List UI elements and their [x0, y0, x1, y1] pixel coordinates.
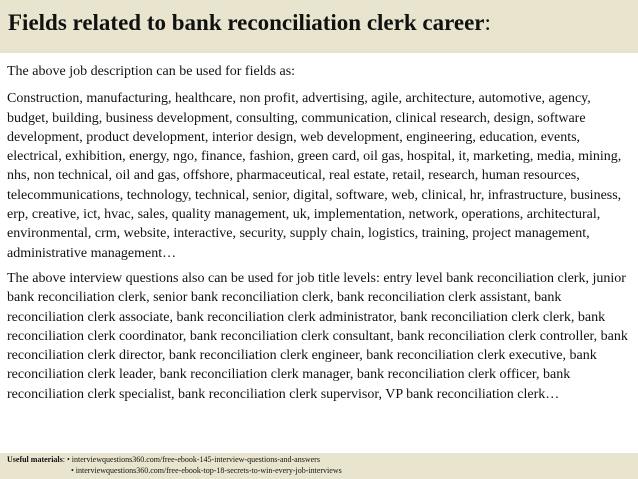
fields-paragraph: Construction, manufacturing, healthcare, non profit, advertising, agile, architecture, automotive, agency, budget, building, business development, consulting, communication, clinical research, design, software development, product development, interior design, web development, engineering, education, events, electrical, exhibition, energy, ngo, finance, fashion, green card, oil gas, hospital, it, marketing, media, mining, nhs, non technical, oil and gas, offshore, pharmaceutical, real estate, retail, research, human resources, telecommunications, technology, technical, senior, digital, software, web, clinical, hr, infrastructure, business, erp, creative, ict, hvac, sales, quality management, uk, implementation, network, operations, architectural, environmental, crm, website, interactive, security, supply chain, logistics, training, project management, administrative management… — [7, 91, 622, 261]
footer-bar — [0, 453, 638, 479]
content-body — [7, 62, 635, 404]
footer-label: Useful materials — [7, 455, 63, 464]
title-colon: : — [484, 10, 491, 35]
intro-paragraph: The above job description can be used for fields as: — [7, 64, 296, 79]
title-text: Fields related to bank reconciliation clerk career — [8, 10, 485, 35]
footer-row-2 — [7, 466, 638, 477]
job-levels-paragraph: The above interview questions also can be used for job title levels: entry level bank reconciliation clerk, junior bank reconciliation clerk, senior bank reconciliation clerk, bank reconciliation clerk assistant, bank reconciliation clerk associate, bank reconciliation clerk administrator, bank reconciliation clerk clerk, bank reconciliation clerk coordinator, bank reconciliation clerk consultant, bank reconciliation clerk controller, bank reconciliation clerk director, bank reconciliation clerk engineer, bank reconciliation clerk executive, bank reconciliation clerk leader, bank reconciliation clerk manager, bank reconciliation clerk officer, bank reconciliation clerk specialist, bank reconciliation clerk supervisor, VP bank reconciliation clerk… — [7, 270, 628, 402]
page-title — [8, 8, 638, 41]
title-bar — [0, 0, 638, 53]
footer-link-1[interactable]: • interviewquestions360.com/free-ebook-145-interview-questions-and-answers — [67, 455, 320, 464]
footer-link-2[interactable]: • interviewquestions360.com/free-ebook-top-18-secrets-to-win-every-job-interviews — [71, 465, 342, 475]
footer-row-1 — [7, 455, 638, 466]
footer-separator: : — [62, 455, 67, 464]
